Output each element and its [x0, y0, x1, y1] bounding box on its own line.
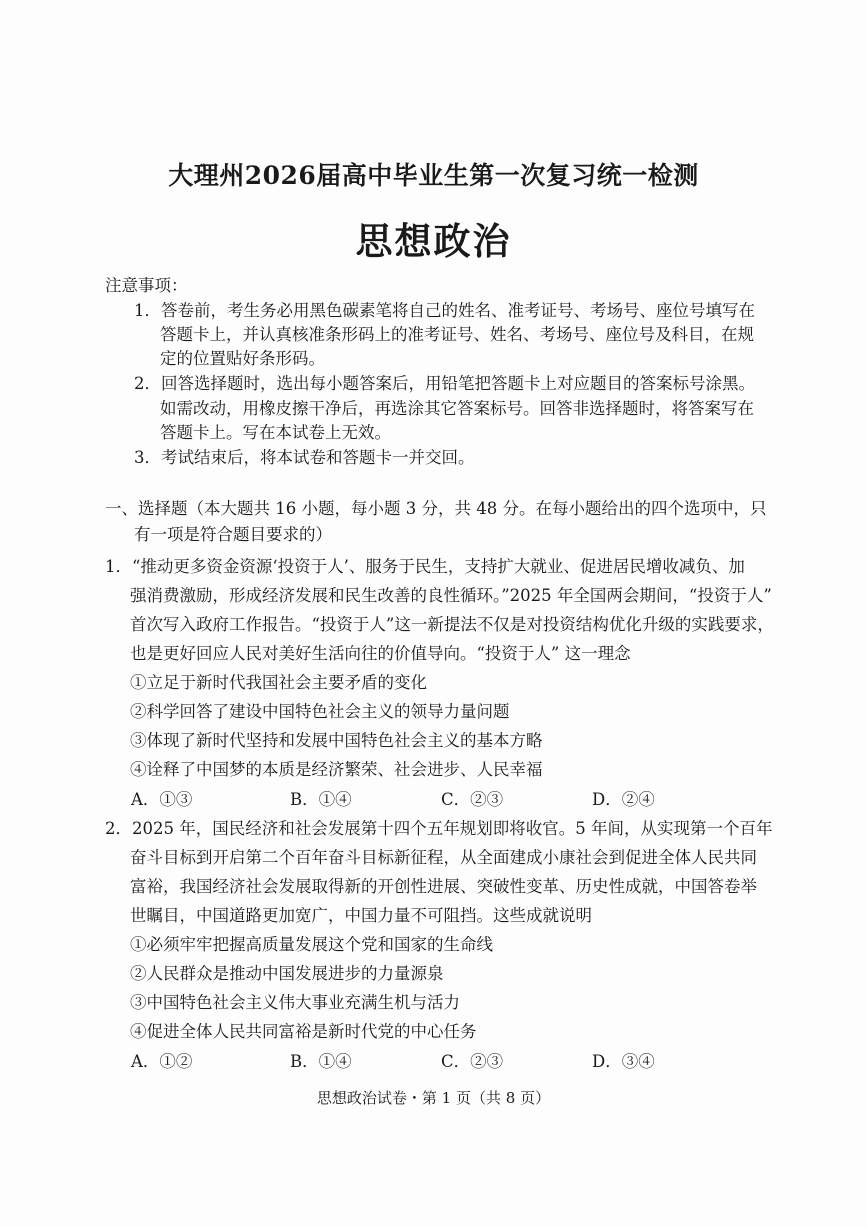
question-2-statement: ①必须牢牢把握高质量发展这个党和国家的生命线: [130, 935, 493, 954]
question-1-statement: ④诠释了中国梦的本质是经济繁荣、社会进步、人民幸福: [130, 760, 543, 779]
question-2-stem: 富裕，我国经济社会发展取得新的开创性进展、突破性变革、历史性成就，中国答卷举: [130, 877, 757, 896]
notice-line: 定的位置贴好条形码。: [160, 349, 325, 368]
notice-line: 答题卡上。写在本试卷上无效。: [160, 423, 391, 442]
question-1-statement: ③体现了新时代坚持和发展中国特色社会主义的基本方略: [130, 731, 543, 750]
exam-title: 大理州2026届高中毕业生第一次复习统一检测: [168, 161, 699, 190]
notice-heading: 注意事项：: [105, 276, 188, 295]
option-c: C．②③: [441, 790, 504, 809]
question-2-statement: ③中国特色社会主义伟大事业充满生机与活力: [130, 993, 460, 1012]
notice-line: 答题卡上，并认真核准条形码上的准考证号、姓名、考场号、座位号及科目，在规: [160, 325, 754, 344]
question-2-statement: ④促进全体人民共同富裕是新时代党的中心任务: [130, 1022, 477, 1041]
question-2-stem: 世瞩目，中国道路更加宽广，中国力量不可阻挡。这些成就说明: [130, 906, 592, 925]
option-a: A．①③: [131, 790, 193, 809]
notice-line: 3．考试结束后，将本试卷和答题卡一并交回。: [134, 448, 475, 467]
page-footer: 思想政治试卷・第 1 页（共 8 页）: [316, 1089, 551, 1107]
option-b: B．①④: [290, 1052, 352, 1071]
option-a: A．①②: [131, 1052, 193, 1071]
question-2-stem: 2．2025 年，国民经济和社会发展第十四个五年规划即将收官。5 年间，从实现第一个百年: [105, 819, 773, 838]
notice-line: 如需改动，用橡皮擦干净后，再选涂其它答案标号。回答非选择题时，将答案写在: [160, 399, 754, 418]
option-d: D．②④: [592, 790, 655, 809]
option-b: B．①④: [290, 790, 352, 809]
question-1-stem: 首次写入政府工作报告。“投资于人”这一新提法不仅是对投资结构优化升级的实践要求，: [130, 615, 774, 634]
notice-line: 2．回答选择题时，选出每小题答案后，用铅笔把答题卡上对应题目的答案标号涂黑。: [134, 374, 755, 393]
question-1-stem: 1．“推动更多资金资源‘投资于人’、服务于民生，支持扩大就业、促进居民增收减负、加: [105, 557, 745, 576]
section-heading-cont: 有一项是符合题目要求的）: [134, 525, 332, 544]
question-2-statement: ②人民群众是推动中国发展进步的力量源泉: [130, 964, 444, 983]
question-2-stem: 奋斗目标到开启第二个百年奋斗目标新征程，从全面建成小康社会到促进全体人民共同: [130, 848, 757, 867]
option-c: C．②③: [441, 1052, 504, 1071]
notice-line: 1．答卷前，考生务必用黑色碳素笔将自己的姓名、准考证号、考场号、座位号填写在: [134, 301, 755, 320]
section-heading: 一、选择题（本大题共 16 小题，每小题 3 分，共 48 分。在每小题给出的四个选项中，只: [105, 499, 767, 518]
question-1-stem: 也是更好回应人民对美好生活向往的价值导向。“投资于人” 这一理念: [130, 644, 631, 663]
subject-title: 思想政治: [355, 219, 512, 263]
question-1-statement: ②科学回答了建设中国特色社会主义的领导力量问题: [130, 702, 510, 721]
question-1-stem: 强消费激励，形成经济发展和民生改善的良性循环。”2025 年全国两会期间，“投资于人”: [130, 586, 772, 605]
question-1-statement: ①立足于新时代我国社会主要矛盾的变化: [130, 673, 427, 692]
option-d: D．③④: [592, 1052, 655, 1071]
